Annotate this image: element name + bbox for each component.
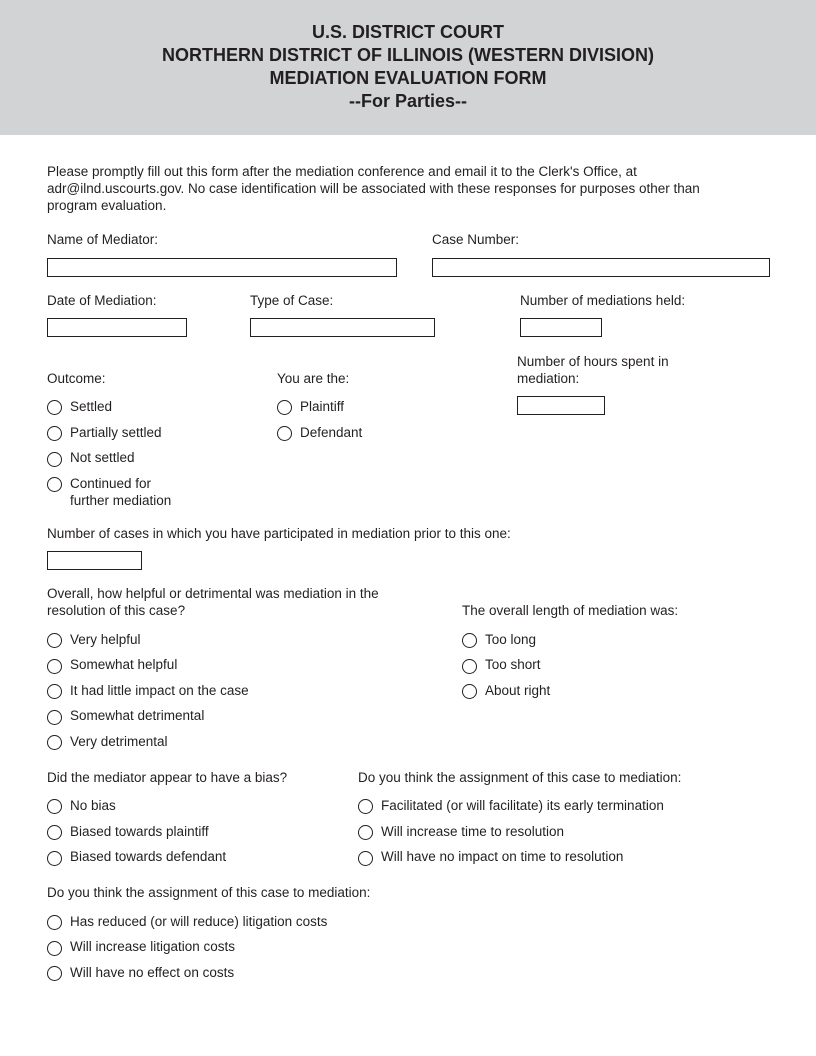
bias-none-radio[interactable] (47, 799, 62, 814)
length-question: The overall length of mediation was: (462, 603, 679, 618)
outcome-continued-label-line-2: further mediation (70, 493, 172, 508)
time-no-impact-radio[interactable] (358, 851, 373, 866)
helpful-question-line-2: resolution of this case? (47, 603, 186, 618)
helpful-very-detrimental-radio[interactable] (47, 735, 62, 750)
time-effect-question: Do you think the assignment of this case to mediation: (358, 770, 682, 785)
outcome-settled-radio[interactable] (47, 400, 62, 415)
date-label: Date of Mediation: (47, 293, 157, 308)
helpful-very-helpful-label: Very helpful (70, 632, 141, 647)
intro-line-2: adr@ilnd.uscourts.gov. No case identification will be associated with these responses for purposes other than (47, 181, 700, 196)
hours-field[interactable] (517, 396, 605, 415)
helpful-somewhat-detrimental-radio[interactable] (47, 710, 62, 725)
court-title: U.S. DISTRICT COURT (312, 22, 504, 42)
length-too-short-label: Too short (485, 657, 541, 672)
intro-line-1: Please promptly fill out this form after the mediation conference and email it to the Clerk's Office, at (47, 164, 637, 179)
cost-increase-radio[interactable] (47, 941, 62, 956)
hours-label-line-2: mediation: (517, 371, 580, 386)
cost-increase-label: Will increase litigation costs (70, 939, 236, 954)
bias-plaintiff-radio[interactable] (47, 825, 62, 840)
length-too-long-label: Too long (485, 632, 537, 647)
helpful-somewhat-helpful-radio[interactable] (47, 659, 62, 674)
bias-defendant-radio[interactable] (47, 851, 62, 866)
outcome-not-settled-label: Not settled (70, 450, 135, 465)
prior-cases-field[interactable] (47, 551, 142, 570)
cost-no-effect-label: Will have no effect on costs (70, 965, 235, 980)
case-number-label: Case Number: (432, 232, 520, 247)
time-early-termination-radio[interactable] (358, 799, 373, 814)
role-plaintiff-radio[interactable] (277, 400, 292, 415)
helpful-very-helpful-radio[interactable] (47, 633, 62, 648)
outcome-settled-label: Settled (70, 399, 113, 414)
outcome-not-settled-radio[interactable] (47, 452, 62, 467)
role-plaintiff-label: Plaintiff (300, 399, 345, 414)
length-too-short-radio[interactable] (462, 659, 477, 674)
num-mediations-field[interactable] (520, 318, 602, 337)
outcome-partially-settled-radio[interactable] (47, 426, 62, 441)
time-no-impact-label: Will have no impact on time to resolution (381, 849, 624, 864)
case-type-label: Type of Case: (250, 293, 334, 308)
num-mediations-label: Number of mediations held: (520, 293, 686, 308)
outcome-continued-label: Continued for (70, 476, 152, 491)
intro-line-3: program evaluation. (47, 198, 167, 213)
bias-none-label: No bias (70, 798, 116, 813)
prior-cases-label: Number of cases in which you have participated in mediation prior to this one: (47, 526, 511, 541)
role-defendant-label: Defendant (300, 425, 363, 440)
cost-reduced-label: Has reduced (or will reduce) litigation costs (70, 914, 328, 929)
cost-effect-question: Do you think the assignment of this case to mediation: (47, 885, 371, 900)
helpful-very-detrimental-label: Very detrimental (70, 734, 168, 749)
case-number-field[interactable] (432, 258, 770, 277)
outcome-continued-radio[interactable] (47, 477, 62, 492)
cost-reduced-radio[interactable] (47, 915, 62, 930)
helpful-question-line-1: Overall, how helpful or detrimental was mediation in the (47, 586, 379, 601)
bias-question: Did the mediator appear to have a bias? (47, 770, 288, 785)
time-increase-label: Will increase time to resolution (381, 824, 565, 839)
case-type-field[interactable] (250, 318, 435, 337)
form-subtitle: --For Parties-- (348, 91, 467, 111)
hours-label-line-1: Number of hours spent in (517, 354, 669, 369)
role-defendant-radio[interactable] (277, 426, 292, 441)
bias-defendant-label: Biased towards defendant (70, 849, 227, 864)
length-about-right-label: About right (485, 683, 551, 698)
role-label: You are the: (277, 371, 350, 386)
date-field[interactable] (47, 318, 187, 337)
header-banner (0, 0, 816, 135)
outcome-partially-settled-label: Partially settled (70, 425, 162, 440)
helpful-little-impact-label: It had little impact on the case (70, 683, 249, 698)
mediator-name-label: Name of Mediator: (47, 232, 159, 247)
time-increase-radio[interactable] (358, 825, 373, 840)
helpful-somewhat-detrimental-label: Somewhat detrimental (70, 708, 205, 723)
helpful-little-impact-radio[interactable] (47, 684, 62, 699)
length-about-right-radio[interactable] (462, 684, 477, 699)
length-too-long-radio[interactable] (462, 633, 477, 648)
outcome-label: Outcome: (47, 371, 106, 386)
district-title: NORTHERN DISTRICT OF ILLINOIS (WESTERN DIVISION) (162, 45, 654, 65)
mediator-name-field[interactable] (47, 258, 397, 277)
cost-no-effect-radio[interactable] (47, 966, 62, 981)
helpful-somewhat-helpful-label: Somewhat helpful (70, 657, 178, 672)
form-title: MEDIATION EVALUATION FORM (269, 68, 547, 88)
time-early-termination-label: Facilitated (or will facilitate) its early termination (381, 798, 664, 813)
bias-plaintiff-label: Biased towards plaintiff (70, 824, 209, 839)
